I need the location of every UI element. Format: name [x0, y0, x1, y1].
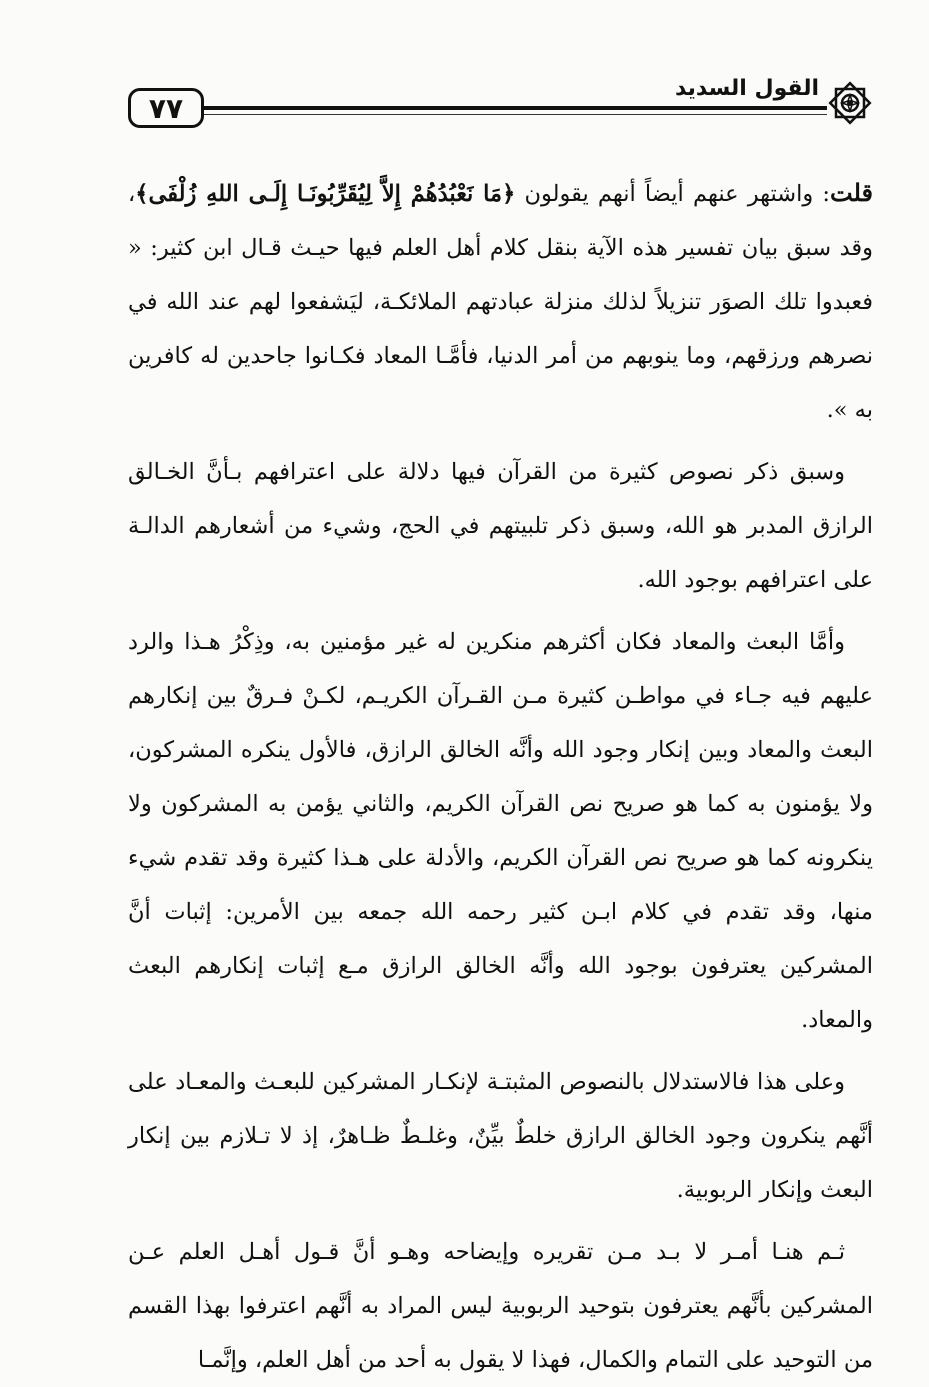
page-number: ٧٧	[148, 91, 184, 125]
page-number-box	[128, 88, 204, 128]
paragraph-5: ثـم هنـا أمـر لا بـد مـن تقريره وإيضاحه وهـو أنَّ قـول أهـل العلم عـن المشركين بأنَّهم يعترفون بتوحيد الربوبية ليس المراد به أنَّهم اعترفوا بهذا القسم من التوحيد على التمام والكمال، فهذا لا يقول به أحد من أهل العلم، وإنَّمـا	[128, 1239, 873, 1373]
paragraph-4: وعلى هذا فالاستدلال بالنصوص المثبتـة لإنكـار المشركين للبعـث والمعـاد على أنَّهم ينكرون وجود الخالق الرازق خلطٌ بيِّنٌ، وغلـطٌ ظـاهرٌ، إذ لا تـلازم بين إنكار البعث وإنكار الربوبية.	[128, 1069, 873, 1203]
paragraph-2: وسبق ذكر نصوص كثيرة من القرآن فيها دلالة على اعترافهم بـأنَّ الخـالق الرازق المدبر هو الله، وسبق ذكر تلبيتهم في الحج، وشيء من أشعارهم الدالـة على اعترافهم بوجود الله.	[128, 459, 873, 593]
paragraph-1-rest: ، وقد سبق بيان تفسير هذه الآية بنقل كلام أهل العلم فيها حيـث قـال ابن كثير: « فعبدوا تلك الصوَر تنزيلاً لذلك منزلة عبادتهم الملائكـة، ليَشفعوا لهم عند الله في نصرهم ورزقهم، وما ينوبهم من أمر الدنيا، فأمَّـا المعاد فكـانوا جاحدين له كافرين به ».	[128, 181, 873, 423]
paragraph-1	[128, 166, 873, 437]
header-rule-thin	[204, 114, 827, 115]
eight-point-star-ornament-icon	[827, 80, 873, 126]
paragraph-3: وأمَّا البعث والمعاد فكان أكثرهم منكرين له غير مؤمنين به، وذِكْرُ هـذا والرد عليهم فيه جـاء في مواطـن كثيرة مـن القـرآن الكريـم، لكـنْ فـرقٌ بين إنكارهم البعث والمعاد وبين إنكار وجود الله وأنَّه الخالق الرازق، فالأول ينكره المشركون، ولا يؤمنون به كما هو صريح نص القرآن الكريم، والثاني يؤمن به المشركون ولا ينكرونه كما هو صريح نص القرآن الكريم، والأدلة على هـذا كثيرة وقد تقدم شيء منها، وقد تقدم في كلام ابـن كثير رحمه الله جمعه بين الأمرين: إثبات أنَّ المشركين يعترفون بوجود الله وأنَّه الخالق الرازق مـع إثبات إنكارهم البعث والمعاد.	[128, 629, 873, 1033]
page-body	[128, 166, 873, 1387]
quran-verse: ﴿مَا نَعْبُدُهُمْ إِلاَّ لِيُقَرِّبُونَـا إِلَـى اللهِ زُلْفَى﴾	[135, 181, 516, 207]
lead-word: قلت	[830, 178, 873, 207]
book-title: القول السديد	[671, 76, 823, 101]
page-header	[128, 70, 873, 150]
header-rule	[204, 106, 827, 110]
paragraph-1-intro: : واشتهر عنهم أيضاً أنهم يقولون	[515, 181, 831, 207]
